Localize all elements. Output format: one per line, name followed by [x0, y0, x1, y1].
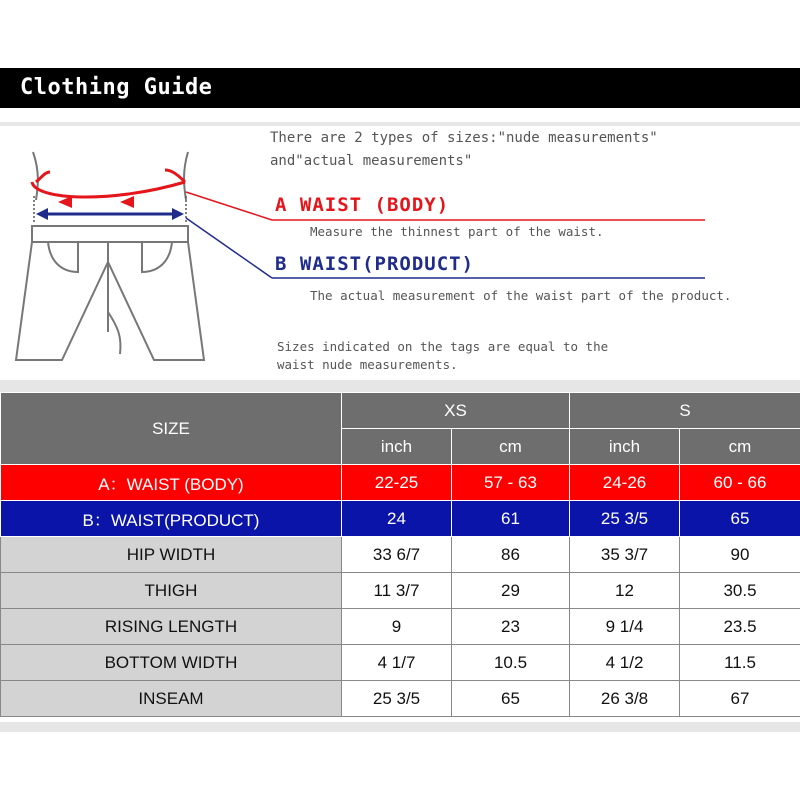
size-xs-header: XS	[342, 393, 570, 429]
row-label: A：WAIST (BODY)	[1, 465, 342, 501]
table-cell: 23.5	[680, 609, 800, 645]
table-cell: 24-26	[570, 465, 680, 501]
table-cell: 60 - 66	[680, 465, 800, 501]
unit-header: inch	[342, 429, 452, 465]
table-cell: 12	[570, 573, 680, 609]
waist-product-description: The actual measurement of the waist part of the product.	[310, 288, 732, 303]
header-bar	[0, 68, 800, 108]
table-cell: 65	[452, 681, 570, 717]
row-label: BOTTOM WIDTH	[1, 645, 342, 681]
bottom-band	[0, 722, 800, 732]
unit-header: cm	[452, 429, 570, 465]
row-label: THIGH	[1, 573, 342, 609]
table-cell: 9 1/4	[570, 609, 680, 645]
table-cell: 86	[452, 537, 570, 573]
table-cell: 57 - 63	[452, 465, 570, 501]
size-table	[0, 392, 800, 717]
row-label: INSEAM	[1, 681, 342, 717]
table-cell: 25 3/5	[342, 681, 452, 717]
table-cell: 24	[342, 501, 452, 537]
size-s-header: S	[570, 393, 800, 429]
table-cell: 26 3/8	[570, 681, 680, 717]
table-row	[1, 465, 800, 501]
table-row	[1, 537, 800, 573]
table-cell: 29	[452, 573, 570, 609]
table-row	[1, 573, 800, 609]
unit-header: cm	[680, 429, 800, 465]
waist-body-label: A WAIST (BODY)	[275, 194, 450, 216]
row-label: B：WAIST(PRODUCT)	[1, 501, 342, 537]
table-cell: 11.5	[680, 645, 800, 681]
table-cell: 4 1/7	[342, 645, 452, 681]
size-header: SIZE	[1, 393, 342, 465]
table-cell: 4 1/2	[570, 645, 680, 681]
waist-body-description: Measure the thinnest part of the waist.	[310, 224, 604, 239]
row-label: RISING LENGTH	[1, 609, 342, 645]
table-cell: 65	[680, 501, 800, 537]
table-cell: 25 3/5	[570, 501, 680, 537]
waist-product-label: B WAIST(PRODUCT)	[275, 253, 475, 275]
table-cell: 11 3/7	[342, 573, 452, 609]
table-cell: 22-25	[342, 465, 452, 501]
row-label: HIP WIDTH	[1, 537, 342, 573]
table-cell: 90	[680, 537, 800, 573]
note-line-1: Sizes indicated on the tags are equal to the	[277, 339, 609, 354]
table-cell: 10.5	[452, 645, 570, 681]
note-line-2: waist nude measurements.	[277, 357, 458, 372]
table-cell: 61	[452, 501, 570, 537]
intro-line-2: and"actual measurements"	[270, 153, 473, 169]
table-row	[1, 609, 800, 645]
table-cell: 30.5	[680, 573, 800, 609]
table-cell: 9	[342, 609, 452, 645]
intro-line-1: There are 2 types of sizes:"nude measurements"	[270, 130, 658, 146]
unit-header: inch	[570, 429, 680, 465]
table-row	[1, 681, 800, 717]
table-cell: 23	[452, 609, 570, 645]
table-row	[1, 645, 800, 681]
table-cell: 33 6/7	[342, 537, 452, 573]
table-row	[1, 501, 800, 537]
table-cell: 67	[680, 681, 800, 717]
page-title: Clothing Guide	[20, 75, 213, 100]
divider-band	[0, 380, 800, 392]
table-cell: 35 3/7	[570, 537, 680, 573]
size-header-row	[1, 393, 800, 429]
